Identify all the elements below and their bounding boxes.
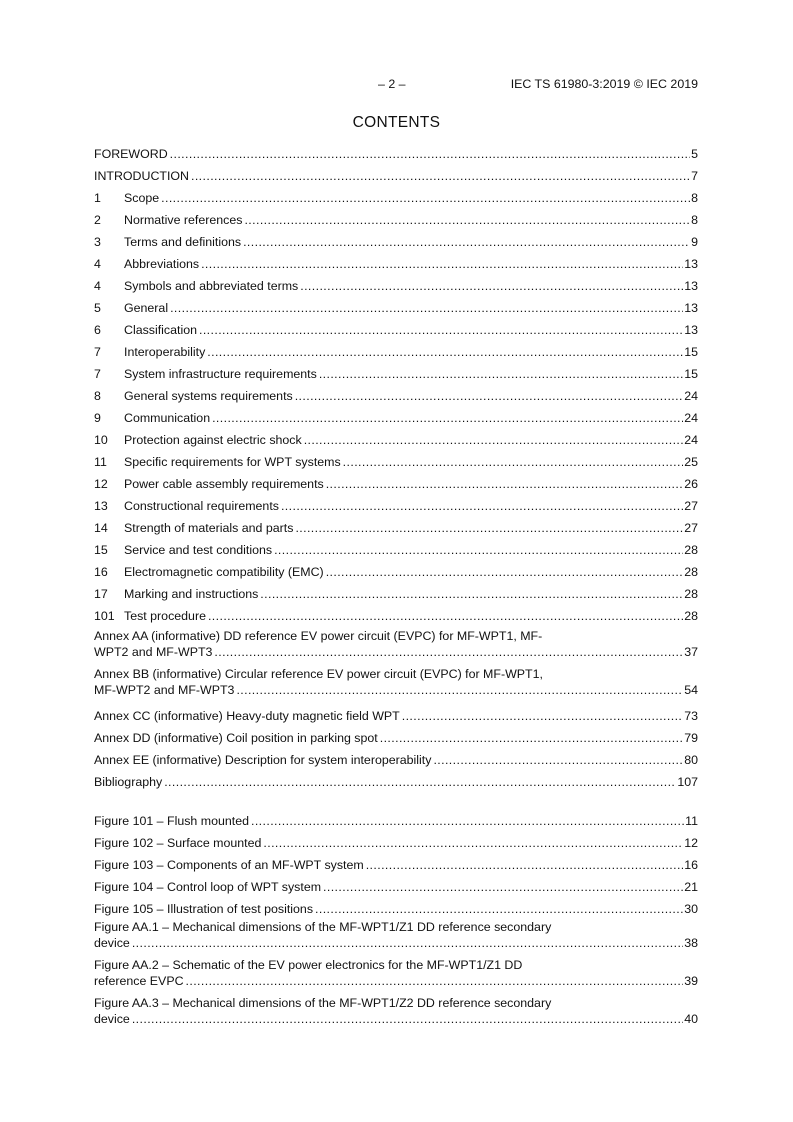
toc-entry-number: 8 xyxy=(94,389,101,403)
toc-entry-text: Electromagnetic compatibility (EMC) xyxy=(124,565,324,579)
toc-entry-number: 9 xyxy=(94,411,101,425)
toc-entry-page: 15 xyxy=(684,367,698,381)
toc-entry-text: Constructional requirements xyxy=(124,499,279,513)
toc-entry-page: 27 xyxy=(684,521,698,535)
toc-entry-text-cont: MF-WPT2 and MF-WPT3 xyxy=(94,683,235,697)
toc-entry-text: Figure 104 – Control loop of WPT system xyxy=(94,880,322,894)
toc-entry-page: 28 xyxy=(684,543,698,557)
leader-dots xyxy=(164,771,676,793)
toc-annex-entry[interactable] xyxy=(94,749,698,771)
toc-entry-page: 54 xyxy=(684,683,698,697)
toc-entry-text: Normative references xyxy=(124,213,243,227)
toc-figure-entry[interactable] xyxy=(94,810,698,832)
toc-entry-page: 28 xyxy=(684,609,698,623)
leader-dots xyxy=(199,319,683,341)
toc-entry-text: Annex CC (informative) Heavy-duty magnetic field WPT xyxy=(94,709,400,723)
leader-dots xyxy=(132,1012,683,1027)
leader-dots xyxy=(191,165,690,187)
page-title: CONTENTS xyxy=(352,114,441,131)
toc-entry-text: INTRODUCTION xyxy=(94,169,189,183)
toc-entry-text: Service and test conditions xyxy=(124,543,273,557)
toc-entry[interactable] xyxy=(94,539,698,561)
toc-figure-entry[interactable] xyxy=(94,876,698,898)
toc-entry[interactable] xyxy=(94,209,698,231)
leader-dots xyxy=(304,429,684,451)
leader-dots xyxy=(207,341,683,363)
toc-entry-page: 107 xyxy=(677,775,698,789)
toc-entry[interactable] xyxy=(94,297,698,319)
toc-entry[interactable] xyxy=(94,275,698,297)
leader-dots xyxy=(402,705,683,727)
toc-entry-text: General systems requirements xyxy=(124,389,293,403)
leader-dots xyxy=(300,275,683,297)
toc-entry-page: 15 xyxy=(684,345,698,359)
leader-dots xyxy=(260,583,683,605)
toc-entry-text: Test procedure xyxy=(124,609,206,623)
leader-dots xyxy=(274,539,683,561)
toc-entry-number: 12 xyxy=(94,477,108,491)
toc-entry-text-cont: reference EVPC xyxy=(94,974,184,988)
toc-entry-page: 25 xyxy=(684,455,698,469)
toc-entry[interactable] xyxy=(94,451,698,473)
leader-dots xyxy=(380,727,683,749)
toc-entry-page: 79 xyxy=(684,731,698,745)
leader-dots xyxy=(295,517,683,539)
toc-figure-entry[interactable] xyxy=(94,996,698,1033)
toc-entry-text: Figure 101 – Flush mounted xyxy=(94,814,249,828)
toc-entry[interactable] xyxy=(94,341,698,363)
toc-entry-text: Figure AA.3 – Mechanical dimensions of the MF-WPT1/Z2 DD reference secondary xyxy=(94,996,552,1010)
toc-entry-number: 10 xyxy=(94,433,108,447)
toc-entry[interactable] xyxy=(94,605,698,627)
toc-entry[interactable] xyxy=(94,253,698,275)
toc-entry-number: 101 xyxy=(94,609,115,623)
toc-entry-number: 14 xyxy=(94,521,108,535)
toc-entry[interactable] xyxy=(94,495,698,517)
toc-entry-text: Interoperability xyxy=(124,345,206,359)
toc-entry-number: 16 xyxy=(94,565,108,579)
toc-entry-text: Figure AA.1 – Mechanical dimensions of the MF-WPT1/Z1 DD reference secondary xyxy=(94,920,552,934)
toc-entry[interactable] xyxy=(94,429,698,451)
toc-bibliography-entry[interactable] xyxy=(94,771,698,793)
toc-entry-text: Bibliography xyxy=(94,775,163,789)
toc-entry-page: 13 xyxy=(684,323,698,337)
toc-entry[interactable] xyxy=(94,561,698,583)
toc-entry-text: Communication xyxy=(124,411,211,425)
toc-entry-page: 8 xyxy=(691,213,698,227)
toc-entry-text: Figure 105 – Illustration of test positions xyxy=(94,902,314,916)
toc-entry[interactable] xyxy=(94,143,698,165)
leader-dots xyxy=(315,898,683,920)
toc-entry-text-cont: device xyxy=(94,1012,130,1026)
toc-entry-page: 24 xyxy=(684,411,698,425)
toc-entry-page: 37 xyxy=(684,645,698,659)
toc-entry-text-cont: device xyxy=(94,936,130,950)
toc-entry[interactable] xyxy=(94,363,698,385)
toc-entry-page: 38 xyxy=(684,936,698,950)
toc-entry-page: 30 xyxy=(684,902,698,916)
toc-entry-text: Annex BB (informative) Circular reference EV power circuit (EVPC) for MF-WPT1, xyxy=(94,667,543,681)
toc-figure-entry[interactable] xyxy=(94,832,698,854)
toc-annex-entry[interactable] xyxy=(94,629,698,666)
leader-dots xyxy=(208,605,683,627)
toc-entry-page: 13 xyxy=(684,301,698,315)
toc-entry-text: Figure 102 – Surface mounted xyxy=(94,836,262,850)
toc-entry-page: 24 xyxy=(684,433,698,447)
toc-entry-text: Figure 103 – Components of an MF-WPT system xyxy=(94,858,364,872)
toc-entry-number: 2 xyxy=(94,213,101,227)
toc-entry-page: 8 xyxy=(691,191,698,205)
leader-dots xyxy=(201,253,683,275)
toc-entry-number: 7 xyxy=(94,367,101,381)
toc-entry[interactable] xyxy=(94,517,698,539)
toc-entry[interactable] xyxy=(94,407,698,429)
toc-entry[interactable] xyxy=(94,473,698,495)
toc-entry-page: 80 xyxy=(684,753,698,767)
leader-dots xyxy=(343,451,684,473)
toc-entry-text: Annex DD (informative) Coil position in parking spot xyxy=(94,731,378,745)
toc-entry-text: Annex AA (informative) DD reference EV power circuit (EVPC) for MF-WPT1, MF- xyxy=(94,629,543,643)
toc-entry-text: Strength of materials and parts xyxy=(124,521,294,535)
toc-entry-page: 13 xyxy=(684,279,698,293)
toc-entry-number: 15 xyxy=(94,543,108,557)
toc-entry-number: 17 xyxy=(94,587,108,601)
toc-entry-page: 28 xyxy=(684,565,698,579)
page-header xyxy=(94,77,698,93)
toc-figures xyxy=(94,810,698,1034)
toc-entry-page: 12 xyxy=(684,836,698,850)
toc-entry[interactable] xyxy=(94,319,698,341)
toc-entry-text: Protection against electric shock xyxy=(124,433,302,447)
leader-dots xyxy=(161,187,690,209)
toc-entry-number: 1 xyxy=(94,191,101,205)
toc-entry[interactable] xyxy=(94,165,698,187)
toc-entry-text: Symbols and abbreviated terms xyxy=(124,279,299,293)
toc-entry-number: 6 xyxy=(94,323,101,337)
toc-entry-page: 16 xyxy=(684,858,698,872)
toc-entry[interactable] xyxy=(94,187,698,209)
toc-entry-text: Terms and definitions xyxy=(124,235,242,249)
toc-entry-text: General xyxy=(124,301,169,315)
toc-entry-page: 40 xyxy=(684,1012,698,1026)
toc-entry-text: FOREWORD xyxy=(94,147,168,161)
leader-dots xyxy=(366,854,683,876)
toc-entry-text: Figure AA.2 – Schematic of the EV power electronics for the MF-WPT1/Z1 DD xyxy=(94,958,523,972)
toc-entry[interactable] xyxy=(94,231,698,253)
toc-entry-text: Scope xyxy=(124,191,160,205)
toc-entry-number: 7 xyxy=(94,345,101,359)
standard-reference: IEC TS 61980-3:2019 © IEC 2019 xyxy=(510,77,698,91)
toc-entry-page: 27 xyxy=(684,499,698,513)
toc-entry-page: 13 xyxy=(684,257,698,271)
leader-dots xyxy=(326,473,683,495)
leader-dots xyxy=(319,363,683,385)
toc-figure-entry[interactable] xyxy=(94,920,698,957)
toc-entry-text: Abbreviations xyxy=(124,257,200,271)
toc-entry-page: 26 xyxy=(684,477,698,491)
page-number: – 2 – xyxy=(378,77,406,91)
toc-entry-page: 39 xyxy=(684,974,698,988)
leader-dots xyxy=(263,832,683,854)
toc-figure-entry[interactable] xyxy=(94,958,698,995)
toc-entry-page: 24 xyxy=(684,389,698,403)
toc-entry-page: 28 xyxy=(684,587,698,601)
toc-figure-entry[interactable] xyxy=(94,898,698,920)
toc-entry-page: 11 xyxy=(685,814,698,828)
toc-entry-text-cont: WPT2 and MF-WPT3 xyxy=(94,645,213,659)
toc-entry-text: Classification xyxy=(124,323,197,337)
toc-annex-entry[interactable] xyxy=(94,705,698,727)
toc-entry-number: 11 xyxy=(94,455,107,469)
leader-dots xyxy=(433,749,683,771)
leader-dots xyxy=(243,231,690,253)
leader-dots xyxy=(212,407,683,429)
toc-main xyxy=(94,143,698,627)
leader-dots xyxy=(251,810,684,832)
toc-entry-number: 13 xyxy=(94,499,108,513)
toc-entry[interactable] xyxy=(94,385,698,407)
toc-entry-number: 3 xyxy=(94,235,101,249)
toc-entry-page: 9 xyxy=(691,235,698,249)
toc-entry-page: 7 xyxy=(691,169,698,183)
toc-entry-page: 21 xyxy=(684,880,698,894)
toc-annexes xyxy=(94,629,698,793)
toc-entry-text: Annex EE (informative) Description for system interoperability xyxy=(94,753,432,767)
toc-entry-number: 4 xyxy=(94,279,101,293)
leader-dots xyxy=(326,561,684,583)
leader-dots xyxy=(132,936,683,951)
leader-dots xyxy=(170,143,690,165)
toc-entry-text: Specific requirements for WPT systems xyxy=(124,455,341,469)
toc-entry-text: Power cable assembly requirements xyxy=(124,477,324,491)
toc-entry-page: 5 xyxy=(691,147,698,161)
toc-entry-page: 73 xyxy=(684,709,698,723)
toc-entry-text: System infrastructure requirements xyxy=(124,367,317,381)
leader-dots xyxy=(170,297,683,319)
leader-dots xyxy=(214,645,683,660)
toc-entry-text: Marking and instructions xyxy=(124,587,259,601)
toc-annex-entry[interactable] xyxy=(94,727,698,749)
leader-dots xyxy=(236,683,683,698)
toc-entry[interactable] xyxy=(94,583,698,605)
leader-dots xyxy=(323,876,683,898)
toc-figure-entry[interactable] xyxy=(94,854,698,876)
toc-entry-number: 4 xyxy=(94,257,101,271)
leader-dots xyxy=(244,209,690,231)
leader-dots xyxy=(281,495,683,517)
toc-annex-entry[interactable] xyxy=(94,667,698,704)
toc-entry-number: 5 xyxy=(94,301,101,315)
leader-dots xyxy=(295,385,683,407)
leader-dots xyxy=(186,974,684,989)
